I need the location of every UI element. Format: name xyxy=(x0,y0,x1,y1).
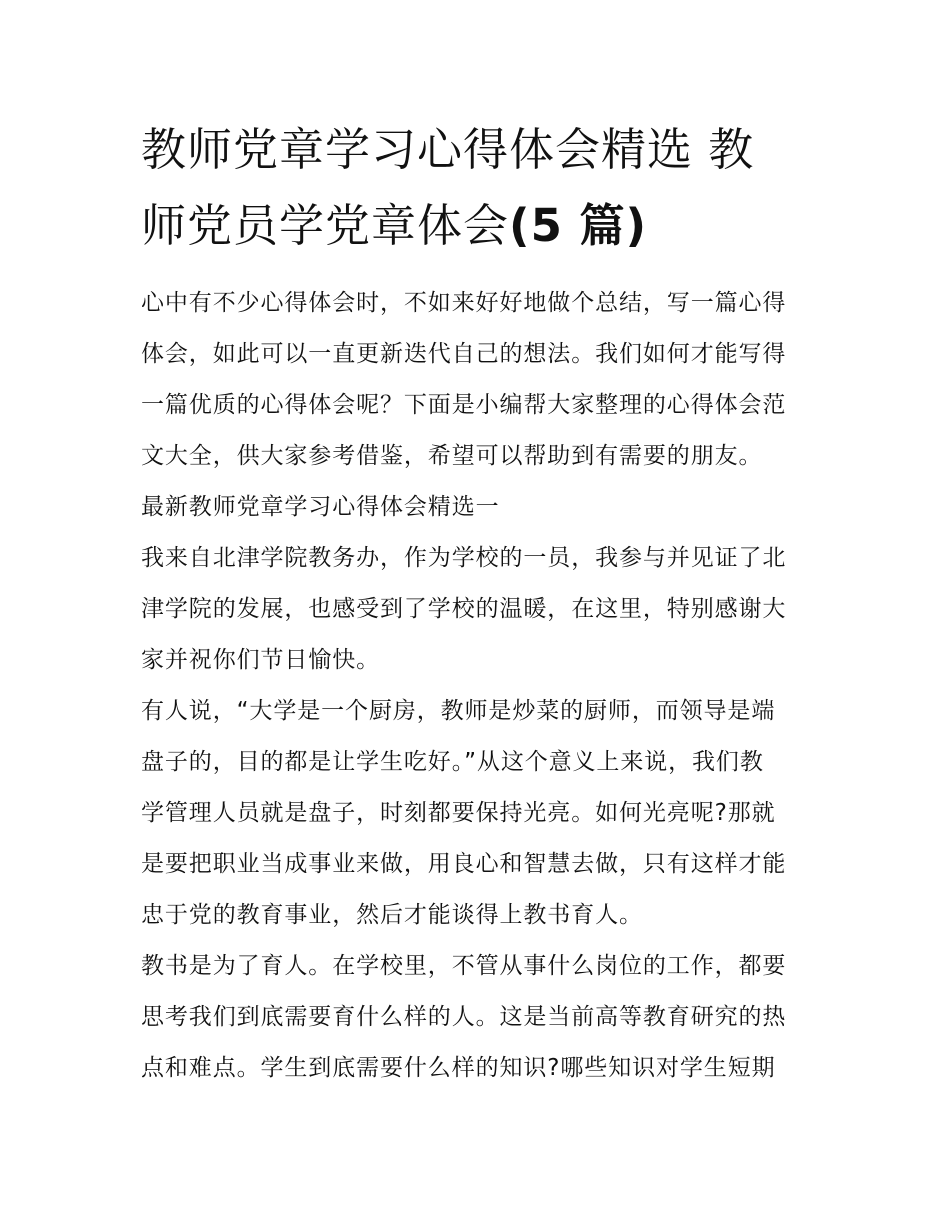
body-paragraph-3: 教书是为了育人。在学校里，不管从事什么岗位的工作，都要 思考我们到底需要育什么样的人。这是当前高等教育研究的热 点和难点。学生到底需要什么样的知识?哪些知识对学生短期 xyxy=(141,953,787,1081)
intro-paragraph: 心中有不少心得体会时，不如来好好地做个总结，写一篇心得 体会，如此可以一直更新迭代自己的想法。我们如何才能写得 一篇优质的心得体会呢？下面是小编帮大家整理的心得体会范 文大全，供大家参考借鉴，希望可以帮助到有需要的朋友。 xyxy=(141,290,787,469)
title-count: (5 篇) xyxy=(509,199,648,252)
document-body xyxy=(141,112,831,1094)
document-title xyxy=(141,112,831,264)
title-line-1: 教师党章学习心得体会精选 教 xyxy=(141,123,755,176)
section-heading: 最新教师党章学习心得体会精选一 xyxy=(141,494,500,520)
title-line-2: 师党员学党章体会 xyxy=(141,199,510,252)
body-paragraph-1: 我来自北津学院教务办，作为学校的一员，我参与并见证了北 津学院的发展，也感受到了学校的温暖，在这里，特别感谢大 家并祝你们节日愉快。 xyxy=(141,545,787,673)
body-paragraph-2: 有人说，“大学是一个厨房，教师是炒菜的厨师，而领导是端 盘子的，目的都是让学生吃好。”从这个意义上来说，我们教 学管理人员就是盘子，时刻都要保持光亮。如何光亮呢?那就 是要把职业当成事业来做，用良心和智慧去做，只有这样才能 忠于党的教育事业，然后才能谈得上教书育人。 xyxy=(141,698,787,928)
